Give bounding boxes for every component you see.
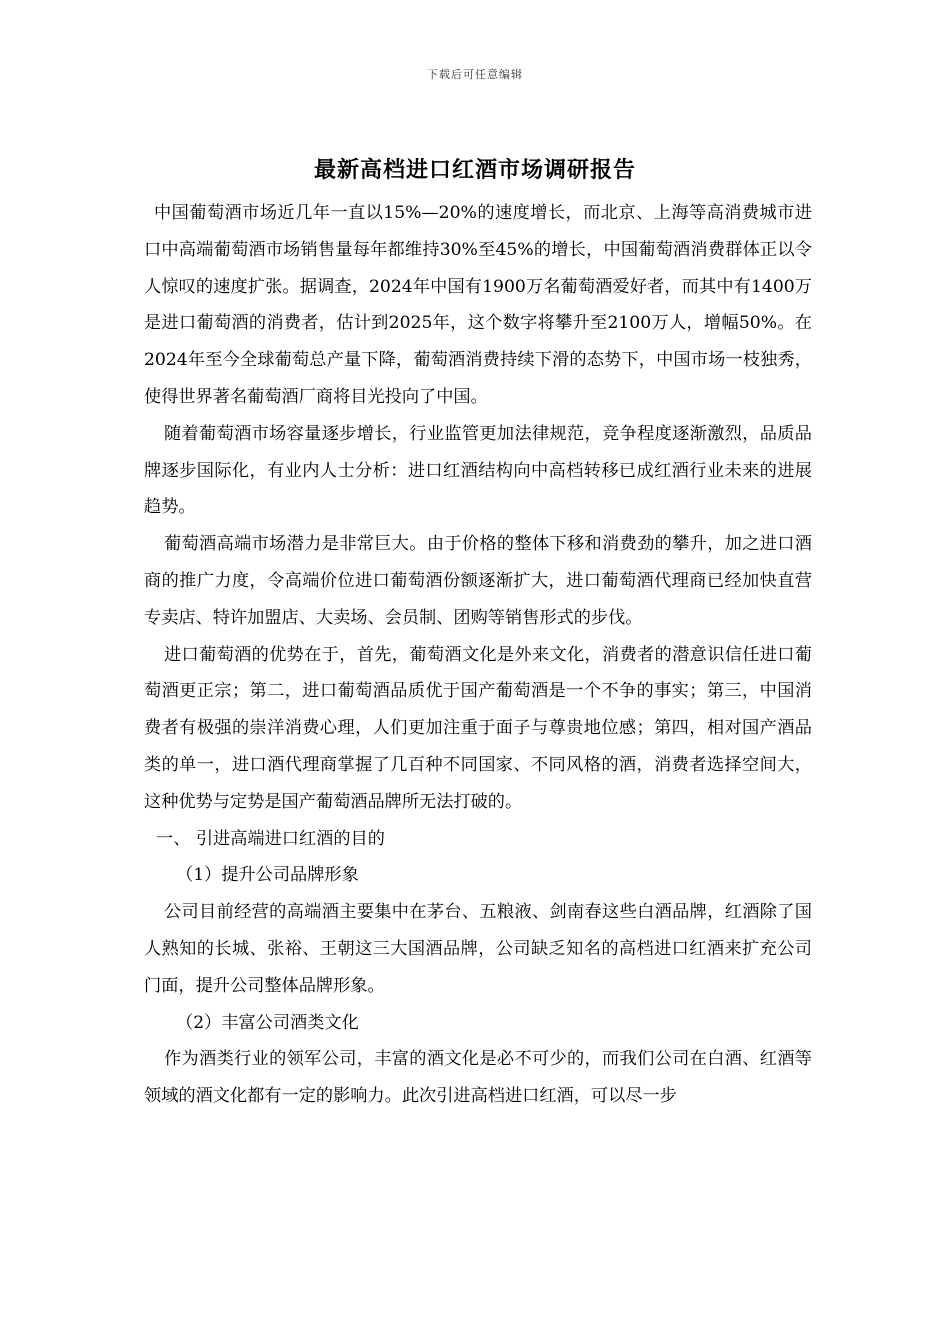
- paragraph-market-growth: 中国葡萄酒市场近几年一直以15%—20%的速度增长，而北京、上海等高消费城市进口中高端葡萄酒市场销售量每年都维持30%至45%的增长，中国葡萄酒消费群体正以令人惊叹的速度扩张。据调查，2024年中国有1900万名葡萄酒爱好者，而其中有1400万是进口葡萄酒的消费者，估计到2025年，这个数字将攀升至2100万人，增幅50%。在2024年至今全球葡萄总产量下降，葡萄酒消费持续下滑的态势下，中国市场一枝独秀，使得世界著名葡萄酒厂商将目光投向了中国。: [144, 203, 812, 407]
- document-title: 最新高档进口红酒市场调研报告: [313, 158, 636, 183]
- paragraph-industry-trend: 随着葡萄酒市场容量逐步增长，行业监管更加法律规范，竞争程度逐渐激烈，品质品牌逐步国际化，有业内人士分析：进口红酒结构向中高档转移已成红酒行业未来的进展趋势。: [144, 423, 812, 518]
- paragraph-wine-culture: 作为酒类行业的领军公司，丰富的酒文化是必不可少的，而我们公司在白酒、红酒等领域的酒文化都有一定的影响力。此次引进高档进口红酒，可以尽一步: [144, 1049, 812, 1107]
- section-heading: 一、 引进高端进口红酒的目的: [156, 828, 385, 849]
- subsection-title-culture: （2）丰富公司酒类文化: [176, 1012, 359, 1033]
- document-body: [144, 195, 812, 1115]
- paragraph-brand-image: 公司目前经营的高端酒主要集中在茅台、五粮液、剑南春这些白酒品牌，红酒除了国人熟知的长城、张裕、王朝这三大国酒品牌，公司缺乏知名的高档进口红酒来扩充公司门面，提升公司整体品牌形象。: [144, 902, 812, 996]
- paragraph-high-end-potential: 葡萄酒高端市场潜力是非常巨大。由于价格的整体下移和消费劲的攀升，加之进口酒商的推广力度，令高端价位进口葡萄酒份额逐渐扩大，进口葡萄酒代理商已经加快直营专卖店、特许加盟店、大卖场、会员制、团购等销售形式的步伐。: [144, 534, 812, 628]
- subsection-title-brand: （1）提升公司品牌形象: [176, 865, 359, 886]
- header-note: 下载后可任意编辑: [427, 68, 523, 81]
- paragraph-import-advantages: 进口葡萄酒的优势在于，首先，葡萄酒文化是外来文化，消费者的潜意识信任进口葡萄酒更正宗；第二，进口葡萄酒品质优于国产葡萄酒是一个不争的事实；第三，中国消费者有极强的崇洋消费心理，人们更加注重于面子与尊贵地位感；第四，相对国产酒品类的单一，进口酒代理商掌握了几百种不同国家、不同风格的酒，消费者选择空间大，这种优势与定势是国产葡萄酒品牌所无法打破的。: [144, 644, 812, 812]
